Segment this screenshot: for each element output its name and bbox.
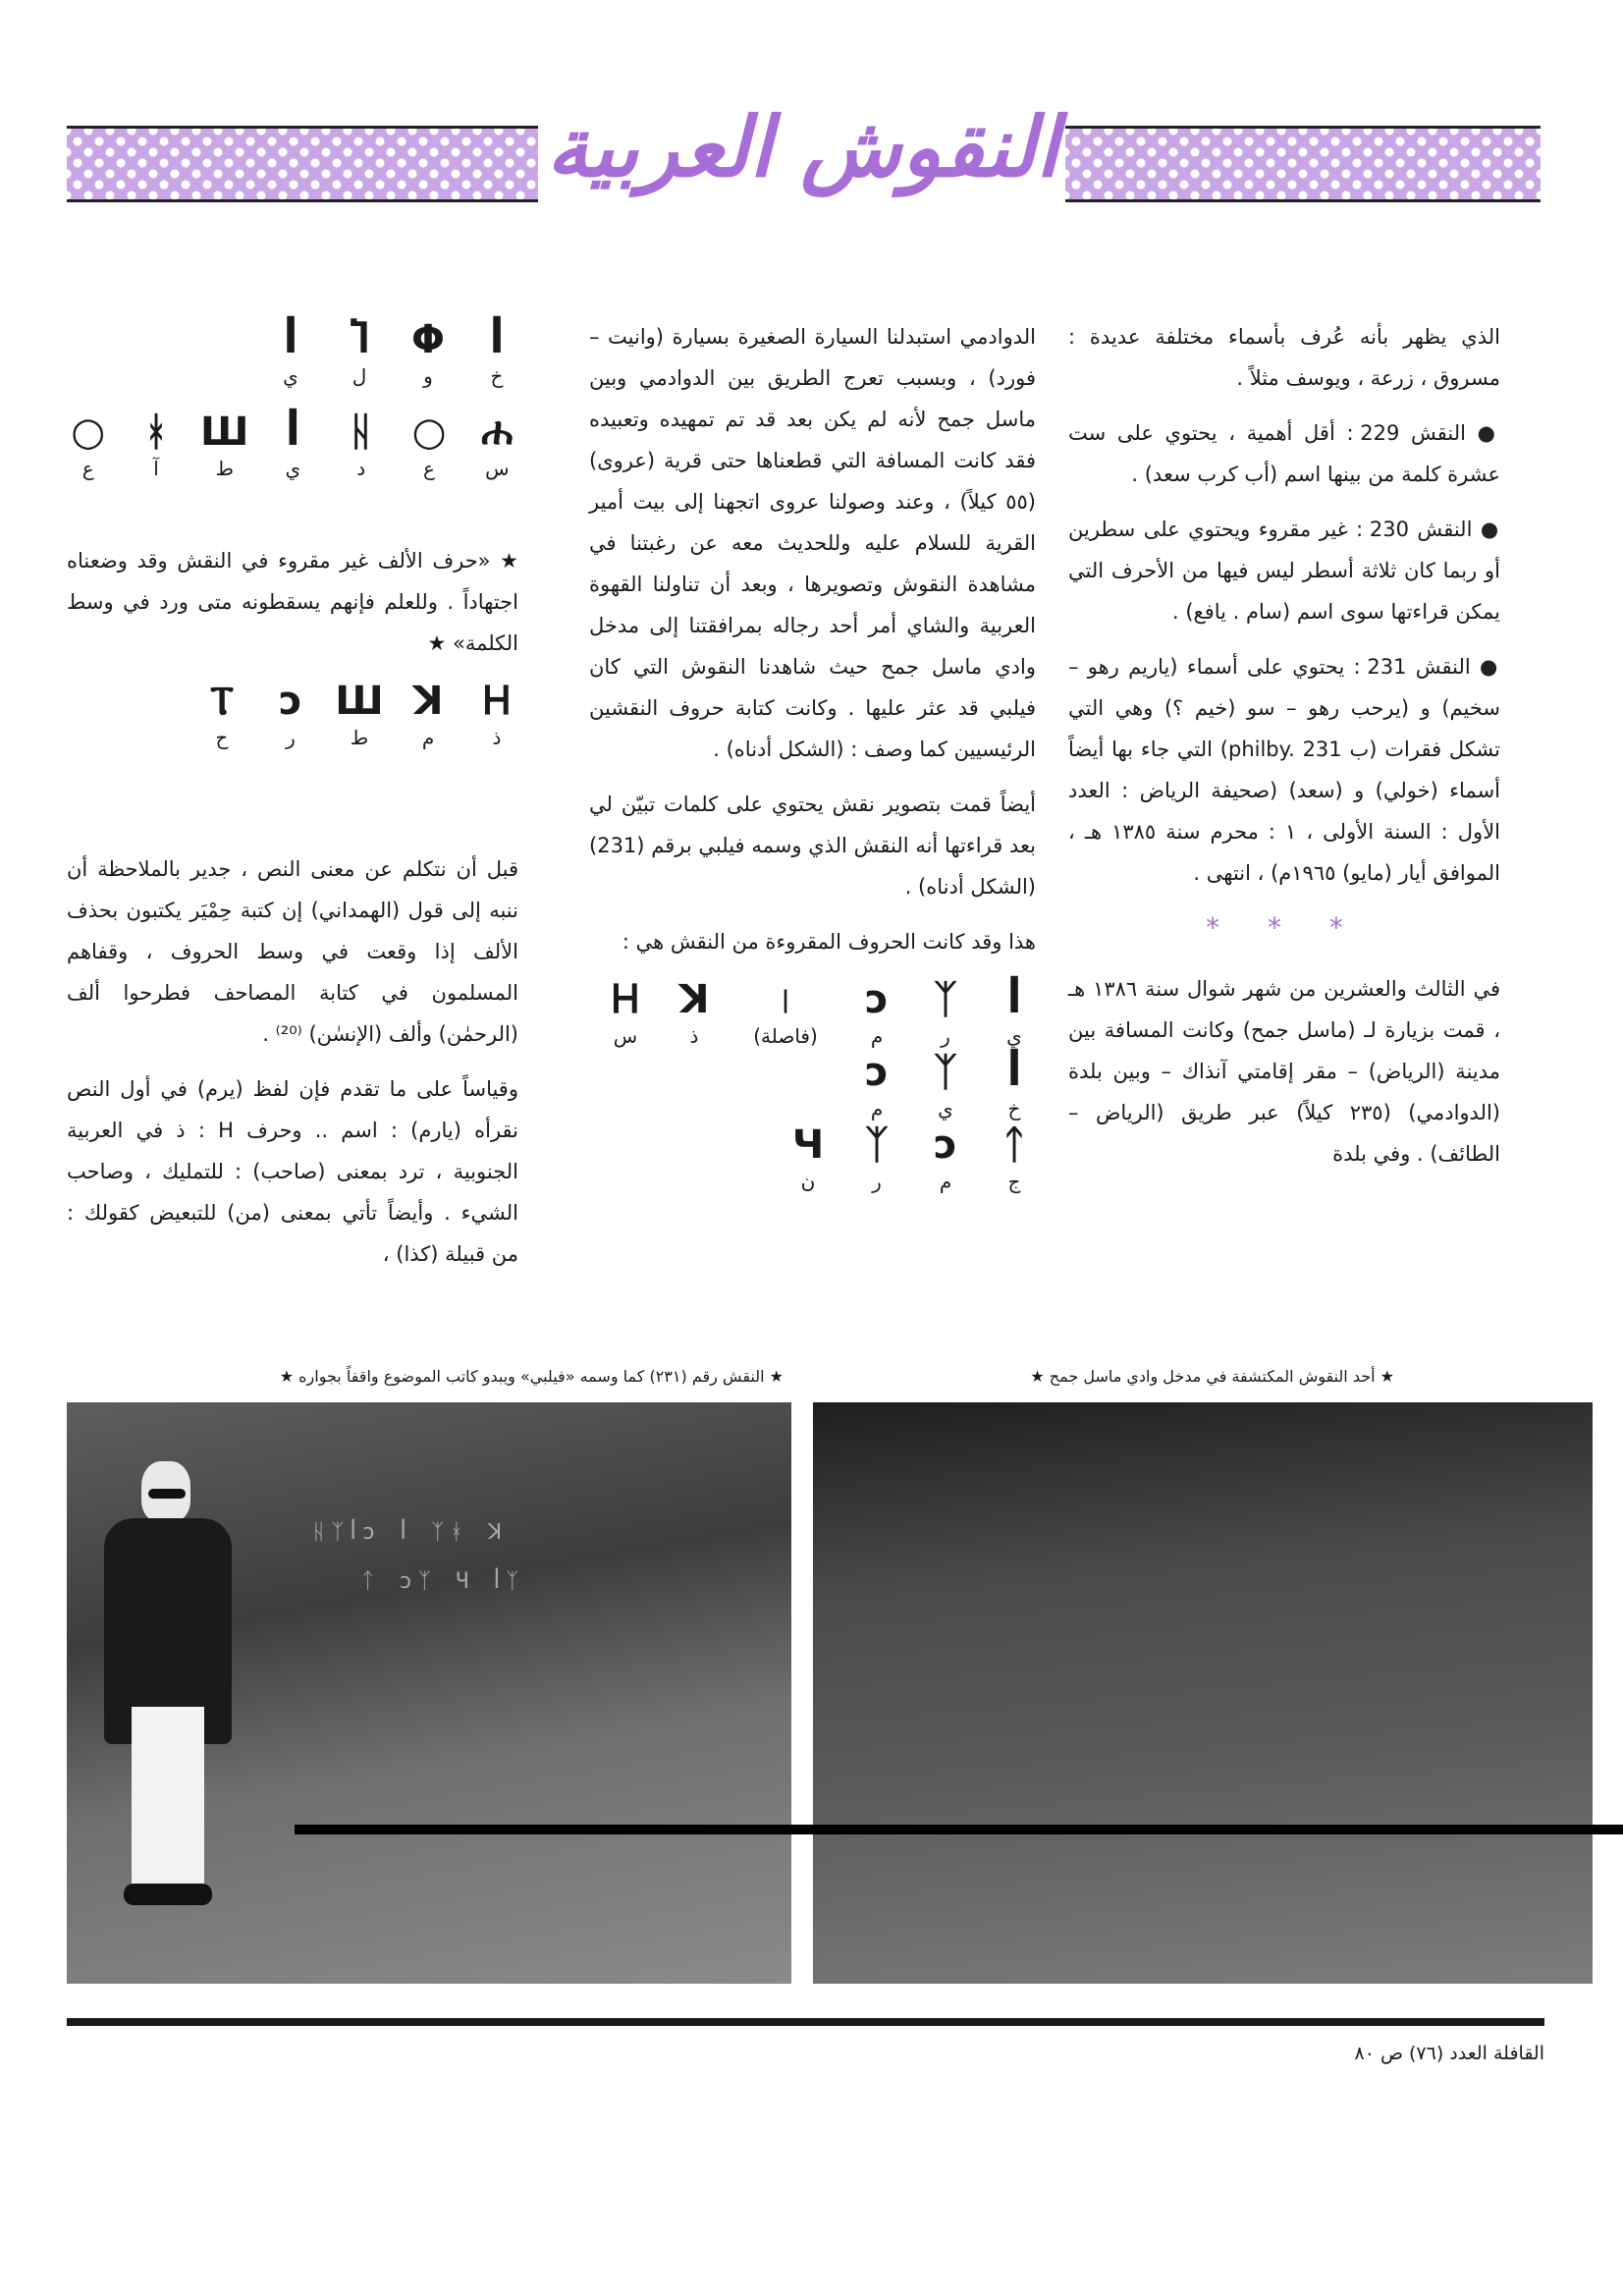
inscription-glyph xyxy=(269,316,312,389)
glyph-symbol: ○ xyxy=(411,410,447,455)
glyph-symbol: ꟾ xyxy=(285,410,300,455)
page-footer: القافلة العدد (٧٦) ص ٨٠ xyxy=(1354,2043,1544,2064)
inscription-glyph xyxy=(199,409,249,481)
bullet-icon: ● xyxy=(1472,518,1500,541)
glyph-symbol: ሐ xyxy=(481,410,514,455)
glyph-symbol: ꟾ xyxy=(1006,1050,1022,1095)
glyph-symbol: ᛉ xyxy=(934,977,957,1022)
glyph-letter: خ xyxy=(1007,1097,1021,1121)
inscription-glyph xyxy=(993,1049,1036,1121)
glyph-row xyxy=(589,1121,1036,1194)
paragraph: وقياساً على ما تقدم فإن لفظ (يرم) في أول النص نقرأه (يارم) : اسم .. وحرف H : ذ في العربية الجنوبية ، ترد بمعنى (صاحب) : للتمليك ، وصاحب الشيء . وأيضاً تأتي بمعنى (من) للتبعيض كقولك : من قبيلة (كذا) ، xyxy=(67,1077,518,1266)
glyph-letter: ر xyxy=(872,1170,882,1193)
glyph-letter: م xyxy=(870,1097,884,1121)
glyph-symbol: Ꮋ xyxy=(612,977,639,1022)
article-column-left xyxy=(67,316,518,1288)
scan-artifact-bar xyxy=(295,1825,1623,1834)
glyph-letter: ط xyxy=(215,457,234,480)
inscription-glyph xyxy=(406,316,450,389)
glyph-letter: ل xyxy=(352,364,367,388)
glyph-letter: س xyxy=(613,1024,638,1048)
glyph-letter: ع xyxy=(423,457,435,480)
inscription-glyph xyxy=(786,1121,830,1194)
inscription-glyph xyxy=(269,678,312,750)
paragraph: الذي يظهر بأنه عُرف بأسماء مختلفة عديدة : مسروق ، زرعة ، ويوسف مثلاً . xyxy=(1068,325,1500,390)
article-column-middle xyxy=(589,316,1036,1194)
glyph-row xyxy=(67,678,518,750)
inscription-glyph xyxy=(475,678,518,750)
bullet-icon: ● xyxy=(1470,655,1500,679)
bullet-icon: ● xyxy=(1466,421,1501,445)
glyph-letter: ي xyxy=(283,364,298,388)
glyph-row xyxy=(589,1049,1036,1121)
glyph-symbol: Ч xyxy=(791,1122,825,1168)
glyph-letter: ط xyxy=(350,726,369,749)
glyph-symbol: ɔ xyxy=(865,1050,889,1095)
glyph-symbol: Ⴈ xyxy=(350,317,369,362)
inscription-glyph xyxy=(476,409,518,481)
inscription-glyph xyxy=(993,1121,1036,1194)
inscription-glyph xyxy=(673,976,716,1049)
glyph-letter: (فاصلة) xyxy=(753,1024,818,1048)
inscription-glyph xyxy=(407,409,450,481)
glyph-symbol: Ꮋ xyxy=(483,679,511,724)
photo-caption-right: ★ أحد النقوش المكتشفة في مدخل وادي ماسل جمح ★ xyxy=(1030,1367,1394,1386)
inscription-glyph xyxy=(67,409,109,481)
paragraph: في الثالث والعشرين من شهر شوال سنة ١٣٨٦ هـ ، قمت بزيارة لـ (ماسل جمح) وكانت المسافة بين مدينة (الرياض) – مقر إقامتي آنذاك – وبين بلدة (الدوادمي) (٢٣٥ كيلاً) عبر طريق (الرياض – الطائف) . وفي بلدة xyxy=(1068,977,1500,1166)
paragraph: ● النقش 231 : يحتوي على أسماء (ياريم رهو – سخيم) و (يرحب رهو – سو (خيم ؟) وهي التي تشكل فقرات (ب philby. 231) التي جاء بها أيضاً أسماء (خولي) و (سعد) (صحيفة الرياض : العدد الأول : السنة الأولى ، ١ : محرم سنة ١٣٨٥ هـ ، الموافق أيار (مايو) ١٩٦٥م) ، انتهى . xyxy=(1068,655,1501,885)
glyph-symbol: ꟾ xyxy=(283,317,298,362)
inscription-glyph xyxy=(338,316,381,389)
inscription-glyph xyxy=(335,678,384,750)
glyph-symbol: Φ xyxy=(411,317,446,362)
paragraph: أيضاً قمت بتصوير نقش يحتوي على كلمات تبيّن لي بعد قراءتها أنه النقش الذي وسمه فيلبي برقم (231) (الشكل أدناه) . xyxy=(589,793,1036,899)
glyph-symbol: ꟾ xyxy=(1006,977,1022,1022)
paragraph: ● النقش 230 : غير مقروء ويحتوي على سطرين أو ربما كان ثلاثة أسطر ليس فيها من الأحرف التي يمكن قراءتها سوى اسم (سام . يافع) . xyxy=(1068,518,1500,624)
glyph-letter: ي xyxy=(285,457,301,480)
inscription-glyph xyxy=(993,976,1036,1049)
glyph-letter: ع xyxy=(81,457,94,480)
glyph-letter: ر xyxy=(941,1024,950,1048)
glyph-symbol: ○ xyxy=(71,410,106,455)
glyph-letter: م xyxy=(421,726,435,749)
glyph-letter: خ xyxy=(490,364,504,388)
inscription-glyph xyxy=(855,976,898,1049)
glyph-symbol: ɔ xyxy=(865,977,889,1022)
glyph-symbol: ɔ xyxy=(279,679,302,724)
glyph-symbol: ᛉ xyxy=(865,1122,889,1168)
glyph-letter: س xyxy=(485,457,510,480)
article-column-right xyxy=(1068,316,1500,1188)
section-divider-stars: * * * xyxy=(1206,911,1363,944)
decorative-banner-right xyxy=(1065,126,1541,202)
inscription-glyph xyxy=(855,1121,898,1194)
glyph-row xyxy=(67,409,518,481)
inscription-glyph xyxy=(924,1121,967,1194)
glyph-symbol: ᛏ xyxy=(1002,1122,1026,1168)
decorative-banner-left xyxy=(67,126,538,202)
rock-inscription: ᚺᛉꟾɔ ꟾ ᛉᚼ ꓘ xyxy=(312,1520,509,1545)
glyph-letter: م xyxy=(939,1170,952,1193)
photo-inscription-with-author xyxy=(67,1402,791,1984)
glyph-letter: ح xyxy=(215,726,229,749)
glyph-row xyxy=(67,316,518,389)
glyph-letter: ذ xyxy=(689,1024,699,1048)
inscription-glyph xyxy=(475,316,518,389)
glyph-symbol: ꓘ xyxy=(412,679,444,724)
glyph-letter: ي xyxy=(938,1097,953,1121)
glyph-symbol: ꟾ xyxy=(489,317,505,362)
glyph-symbol: ᚺ xyxy=(349,410,373,455)
glyph-letter: م xyxy=(870,1024,884,1048)
glyph-letter: آ xyxy=(153,457,159,480)
glyph-symbol: ɔ xyxy=(934,1122,957,1168)
note: ★ «حرف الألف غير مقروء في النقش وقد وضعناه اجتهاداً . وللعلم فإنهم يسقطونه متى ورد في وسط الكلمة» ★ xyxy=(67,549,518,655)
inscription-glyph xyxy=(855,1049,898,1121)
inscription-glyph xyxy=(604,976,647,1049)
photo-caption-left: ★ النقش رقم (٢٣١) كما وسمه «فيلبي» ويبدو كاتب الموضوع واقفاً بجواره ★ xyxy=(279,1367,784,1386)
inscription-glyph xyxy=(406,678,450,750)
inscription-glyph xyxy=(200,678,243,750)
paragraph: هذا وقد كانت الحروف المقروءة من النقش هي : xyxy=(622,930,1036,954)
inscription-glyph xyxy=(340,409,382,481)
inscription-glyph xyxy=(272,409,314,481)
glyph-symbol: ᛉ xyxy=(934,1050,957,1095)
paragraph: قبل أن نتكلم عن معنى النص ، جدير بالملاحظة أن ننبه إلى قول (الهمداني) إن كتبة حِمْيَر يكتبون بحذف الألف إذا وقعت في وسط الحروف ، وقفاهم المسلمون في كتابة المصاحف فطرحوا ألف (الرحمٰن) وألف (الإنسٰن) ⁽²⁰⁾ . xyxy=(67,857,518,1046)
glyph-symbol: ᚼ xyxy=(144,410,169,455)
glyph-row xyxy=(589,976,1036,1049)
paragraph: الدوادمي استبدلنا السيارة الصغيرة بسيارة (وانيت – فورد) ، وبسبب تعرج الطريق بين الدوادمي وبين ماسل جمح لأنه لم يكن بعد قد تم تمهيده وتعبيده فقد كانت المسافة التي قطعناها حتى قرية (عروى) (٥٥ كيلاً) ، وعند وصولنا عروى اتجهنا إلى بيت أمير القرية للسلام عليه وللحديث معه عن رغبتنا في مشاهدة النقوش وتصويرها ، وبعد أن تناولنا القهوة العربية والشاي أمر أحد رجاله بمرافقتنا إلى مدخل وادي ماسل جمح حيث شاهدنا النقوش التي كان فيلبي قد عثر عليها . وكانت كتابة حروف النقشين الرئيسيين كما وصف : (الشكل أدناه) . xyxy=(589,325,1036,761)
photo-rock-inscriptions xyxy=(813,1402,1593,1984)
glyph-letter: ذ xyxy=(492,726,502,749)
glyph-symbol: | xyxy=(781,986,790,1013)
glyph-symbol: ꓘ xyxy=(678,977,710,1022)
inscription-glyph xyxy=(135,409,177,481)
person-figure xyxy=(94,1461,242,1933)
inscription-glyph xyxy=(741,976,830,1049)
glyph-letter: د xyxy=(356,457,366,480)
glyph-letter: ر xyxy=(286,726,296,749)
inscription-glyph xyxy=(924,1049,967,1121)
glyph-symbol: Ⲧ xyxy=(209,679,235,724)
glyph-letter: ن xyxy=(800,1170,816,1193)
paragraph: ● النقش 229 : أقل أهمية ، يحتوي على ست عشرة كلمة من بينها اسم (أب كرب سعد) . xyxy=(1068,421,1501,486)
inscription-glyph xyxy=(924,976,967,1049)
glyph-letter: و xyxy=(423,364,433,388)
glyph-symbol: Ш xyxy=(199,410,249,455)
page-title: النقوش العربية xyxy=(546,98,1059,195)
glyph-letter: ي xyxy=(1006,1024,1022,1048)
footer-rule xyxy=(67,2018,1544,2026)
rock-inscription: ᛏ ɔᛉ Ч ꟾᛉ xyxy=(361,1569,525,1594)
glyph-symbol: Ш xyxy=(335,679,384,724)
glyph-letter: ج xyxy=(1007,1170,1021,1193)
